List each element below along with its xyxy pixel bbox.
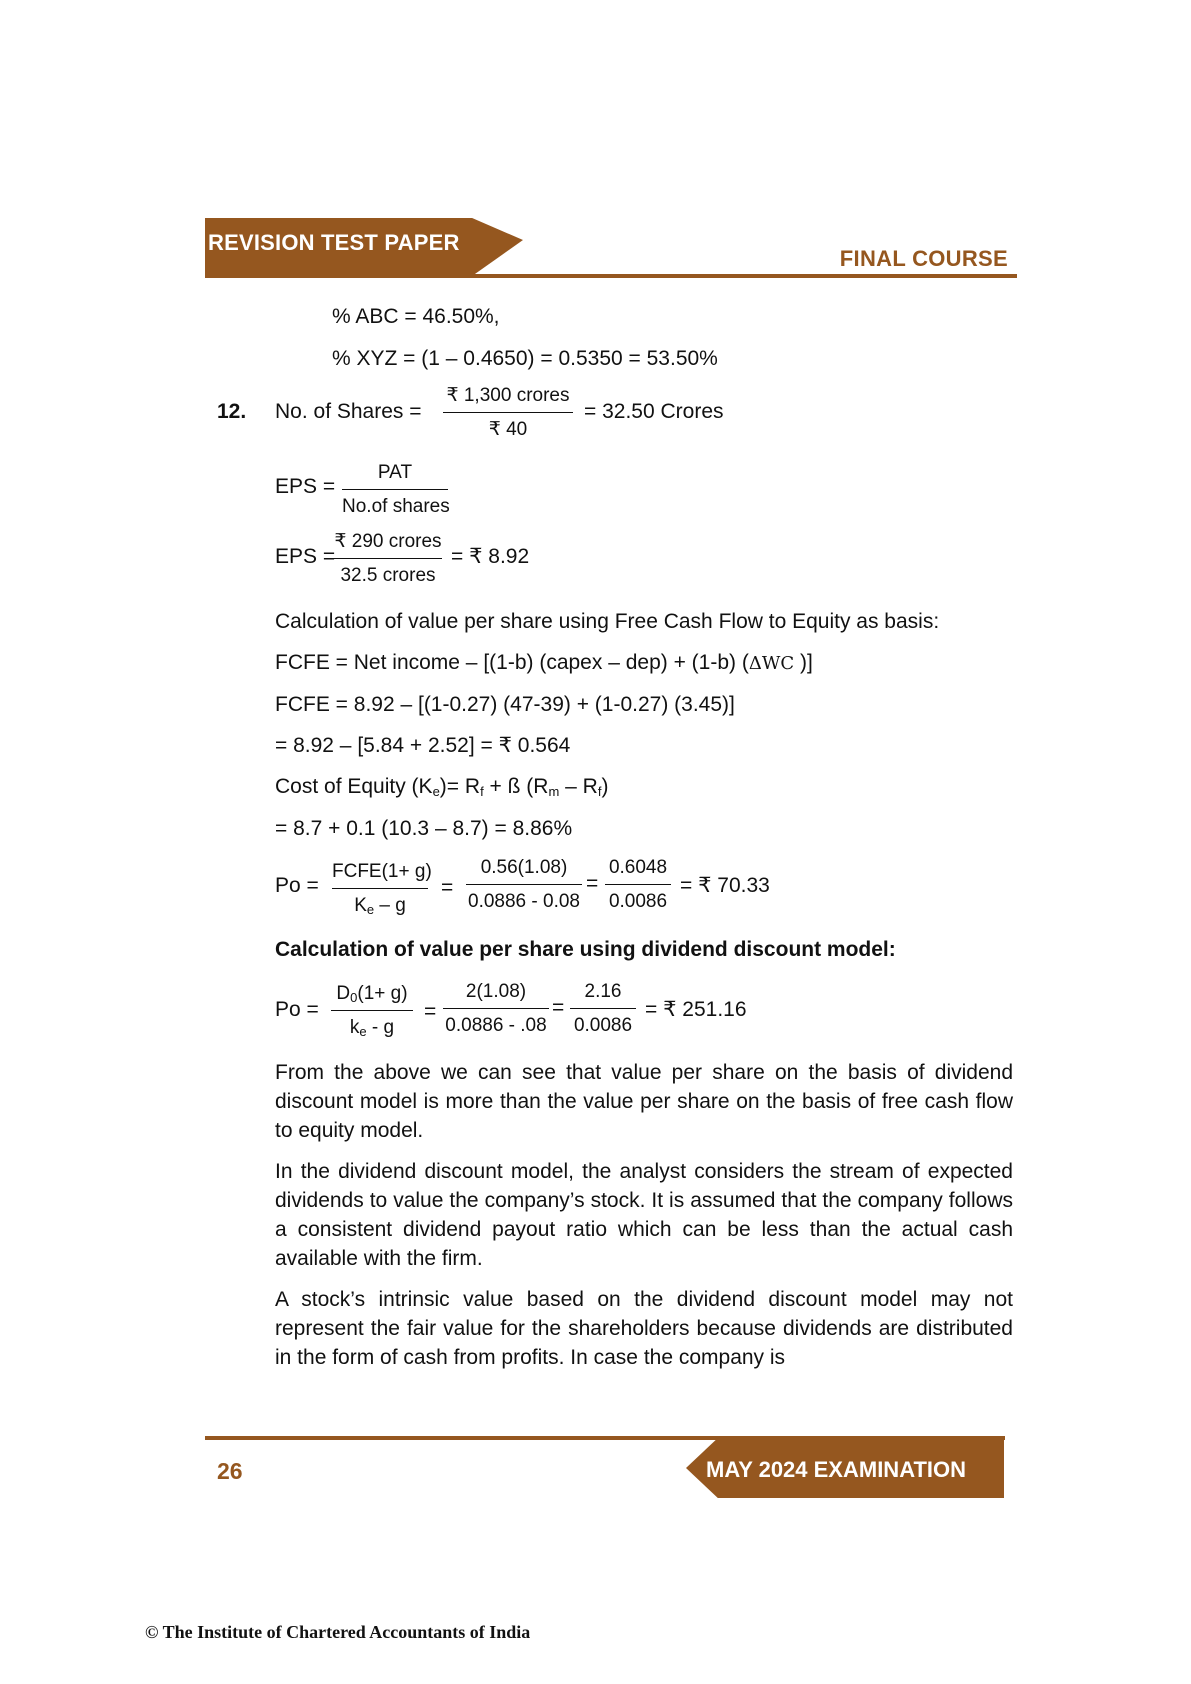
paragraph-3 — [275, 1285, 1013, 1372]
page-number: 26 — [217, 1458, 243, 1484]
eps-label: EPS = — [275, 475, 336, 498]
eps2-result: = ₹ 8.92 — [451, 545, 530, 568]
fcfe-calc: FCFE = 8.92 – [(1-0.27) (47-39) + (1-0.27) (3.45)] — [275, 693, 735, 716]
coe-part-d: – R — [559, 775, 598, 798]
copyright: © The Institute of Chartered Accountants of India — [145, 1622, 531, 1642]
shares-denominator: ₹ 40 — [488, 419, 528, 440]
paragraph-1-text: From the above we can see that value per share on the basis of dividend discount model is more than the value per share on the basis of free cash flow to equity model. — [275, 1061, 1013, 1142]
po2-f1-den-rest: - g — [366, 1017, 395, 1038]
footer-exam: MAY 2024 EXAMINATION — [706, 1457, 967, 1482]
paragraph-2-text: In the dividend discount model, the analyst considers the stream of expected dividends to value the company’s stock. It is assumed that the company follows a consistent dividend payout ratio which can be less than the actual cash available with the firm. — [275, 1160, 1013, 1270]
header-rule — [205, 274, 1017, 278]
abc-line: % ABC = 46.50%, — [332, 305, 500, 328]
fcfe-formula-text: FCFE = Net income – [(1-b) (capex – dep) + (1-b) ( — [275, 651, 749, 674]
coe-sub-m: m — [548, 784, 560, 799]
cost-of-equity-result: = 8.7 + 0.1 (10.3 – 8.7) = 8.86% — [275, 817, 573, 840]
shares-fraction — [443, 386, 573, 439]
po2-fraction-2 — [443, 982, 549, 1035]
fcfe-result: = 8.92 – [5.84 + 2.52] = ₹ 0.564 — [275, 734, 571, 757]
shares-label: No. of Shares = — [275, 400, 422, 423]
header-left-title: REVISION TEST PAPER — [208, 230, 460, 255]
eps2-fraction — [334, 532, 442, 585]
po2-f1-den-sub: e — [359, 1024, 367, 1039]
po2-fraction-3 — [570, 982, 636, 1035]
po1-f1-den-k: K — [354, 895, 367, 916]
xyz-line: % XYZ = (1 – 0.4650) = 0.5350 = 53.50% — [332, 347, 718, 370]
po2-eq2: = — [552, 996, 565, 1019]
po2-label: Po = — [275, 998, 319, 1021]
po1-f3-numerator: 0.6048 — [605, 858, 671, 885]
po1-f2-denominator: 0.0886 - 0.08 — [468, 891, 580, 912]
coe-sub-f2: f — [597, 784, 602, 799]
eps-fraction — [342, 463, 448, 516]
po1-fraction-1 — [332, 861, 432, 917]
po1-fraction-3 — [605, 858, 671, 911]
eps-numerator: PAT — [342, 463, 448, 490]
po2-f3-numerator: 2.16 — [570, 982, 636, 1009]
shares-result: = 32.50 Crores — [584, 400, 724, 423]
po1-f1-numerator: FCFE(1+ g) — [332, 862, 428, 889]
po1-label: Po = — [275, 874, 319, 897]
coe-part-e: ) — [601, 775, 609, 798]
paragraph-3-text: A stock’s intrinsic value based on the dividend discount model may not represent the fair value for the shareholders because dividends are distributed in the form of cash from profits. In case the company is — [275, 1288, 1013, 1369]
coe-sub-e: e — [432, 784, 440, 799]
eps2-numerator: ₹ 290 crores — [334, 532, 442, 559]
po1-f3-denominator: 0.0086 — [608, 891, 668, 912]
coe-sub-f: f — [480, 784, 484, 799]
po2-f1-numerator — [331, 984, 413, 1011]
po1-result: = ₹ 70.33 — [680, 874, 770, 897]
paragraph-2 — [275, 1157, 1013, 1273]
po2-f2-numerator: 2(1.08) — [443, 982, 549, 1009]
po1-f1-denominator — [332, 889, 428, 915]
po2-result: = ₹ 251.16 — [645, 998, 747, 1021]
question-number: 12. — [217, 400, 247, 423]
cost-of-equity — [275, 776, 608, 797]
po1-eq1: = — [441, 876, 454, 899]
eps-denominator: No.of shares — [342, 496, 450, 517]
coe-part-c: + ß (R — [483, 775, 549, 798]
po2-f1-num-d: D — [336, 983, 351, 1004]
coe-part-a: Cost of Equity (K — [275, 775, 433, 798]
po1-f1-den-rest: – g — [374, 895, 406, 916]
fcfe-heading: Calculation of value per share using Free Cash Flow to Equity as basis: — [275, 610, 940, 633]
paragraph-1 — [275, 1058, 1013, 1145]
po2-f1-den-k: k — [349, 1017, 360, 1038]
po2-eq1: = — [424, 1000, 437, 1023]
fcfe-formula-end: )] — [794, 651, 813, 674]
po2-fraction-1 — [331, 984, 413, 1037]
po2-f1-num-sub: 0 — [350, 990, 358, 1005]
po1-fraction-2 — [466, 858, 582, 911]
ddm-heading: Calculation of value per share using dividend discount model: — [275, 938, 896, 961]
fcfe-formula — [275, 652, 813, 673]
eps2-denominator: 32.5 crores — [340, 565, 436, 586]
po2-f1-denominator — [331, 1011, 413, 1037]
eps2-label: EPS = — [275, 545, 336, 568]
po1-f1-den-sub: e — [366, 902, 375, 917]
delta-wc: ΔWC — [748, 653, 795, 674]
po2-f1-num-rest: (1+ g) — [357, 983, 408, 1004]
shares-numerator: ₹ 1,300 crores — [443, 386, 573, 413]
po1-eq2: = — [586, 872, 599, 895]
po1-f2-numerator: 0.56(1.08) — [466, 858, 582, 885]
coe-part-b: )= R — [439, 775, 481, 798]
header-right-title: FINAL COURSE — [839, 246, 1008, 271]
po2-f2-denominator: 0.0886 - .08 — [445, 1015, 547, 1036]
po2-f3-denominator: 0.0086 — [573, 1015, 633, 1036]
